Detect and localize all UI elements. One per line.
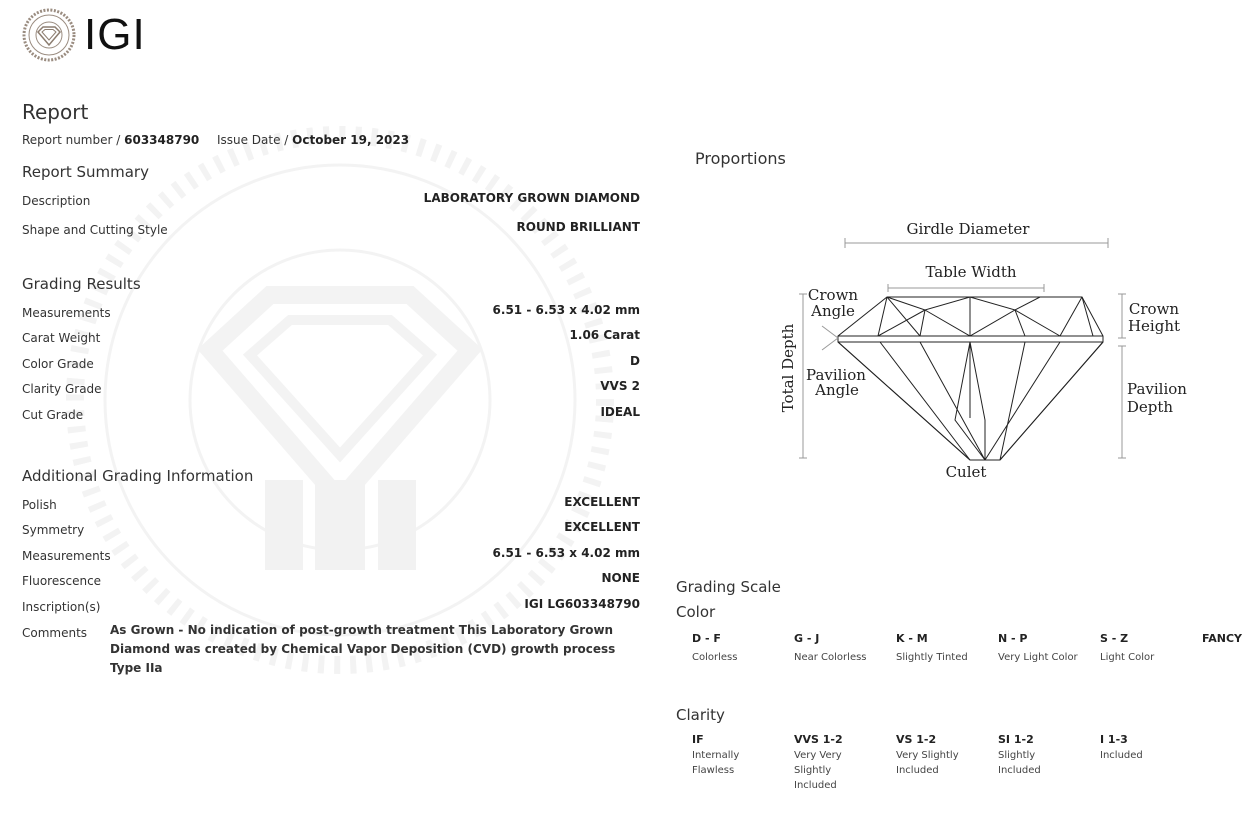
row-label: Clarity Grade bbox=[22, 382, 102, 396]
clarity-scale-item: I 1-3 Included bbox=[1100, 733, 1143, 761]
clarity-scale-item: VVS 1-2 Very Very Slightly Included bbox=[794, 733, 843, 791]
row-label: Measurements bbox=[22, 306, 111, 320]
label-crown-height: Height bbox=[1127, 317, 1181, 335]
issue-date: October 19, 2023 bbox=[292, 133, 410, 147]
issue-date-label: Issue Date / bbox=[216, 133, 289, 147]
row-value: EXCELLENT bbox=[564, 520, 640, 534]
color-scale-item: N - P Very Light Color bbox=[998, 632, 1078, 663]
report-title: Report bbox=[22, 100, 89, 124]
color-scale-item: S - Z Light Color bbox=[1100, 632, 1155, 663]
section-title-additional: Additional Grading Information bbox=[22, 467, 254, 485]
row-value: ROUND BRILLIANT bbox=[516, 220, 640, 234]
label-pavilion-angle: Angle bbox=[815, 381, 859, 399]
label-table-width: Table Width bbox=[925, 263, 1017, 281]
row-label: Symmetry bbox=[22, 523, 85, 537]
clarity-scale-item: IF Internally Flawless bbox=[692, 733, 740, 776]
row-label: Polish bbox=[22, 498, 57, 512]
scale-title-color: Color bbox=[676, 603, 716, 621]
row-value: 6.51 - 6.53 x 4.02 mm bbox=[492, 546, 640, 560]
row-value: EXCELLENT bbox=[564, 495, 640, 509]
label-pavilion-angle: Pavilion bbox=[806, 366, 866, 384]
comments-label: Comments bbox=[22, 626, 88, 640]
row-label: Measurements bbox=[22, 549, 111, 563]
label-culet: Culet bbox=[945, 463, 987, 481]
color-scale-item: FANCY bbox=[1202, 632, 1243, 645]
clarity-scale-item: VS 1-2 Very Slightly Included bbox=[896, 733, 959, 776]
scale-title-clarity: Clarity bbox=[676, 706, 725, 724]
row-label: Carat Weight bbox=[22, 331, 101, 345]
row-value: D bbox=[630, 354, 640, 368]
row-label: Shape and Cutting Style bbox=[22, 223, 168, 237]
color-scale-item: K - M Slightly Tinted bbox=[896, 632, 968, 663]
row-value: NONE bbox=[601, 571, 640, 585]
igi-wordmark: IGI bbox=[84, 10, 146, 59]
row-label: Fluorescence bbox=[22, 574, 102, 588]
proportions-diagram bbox=[770, 210, 1200, 490]
row-value: 1.06 Carat bbox=[569, 328, 640, 342]
row-label: Color Grade bbox=[22, 357, 94, 371]
label-pavilion-depth: Pavilion bbox=[1127, 380, 1187, 398]
row-value: IGI LG603348790 bbox=[524, 597, 640, 611]
comments-text: As Grown - No indication of post-growth treatment This Laboratory Grown Diamond was created by Chemical Vapor Deposition (CVD) growth process Type IIa bbox=[110, 623, 616, 675]
report-meta bbox=[22, 133, 409, 147]
row-value: VVS 2 bbox=[600, 379, 640, 393]
igi-seal-icon bbox=[22, 8, 76, 62]
report-number: 603348790 bbox=[124, 133, 200, 147]
section-title-proportions: Proportions bbox=[695, 149, 786, 168]
row-value: LABORATORY GROWN DIAMOND bbox=[423, 191, 640, 205]
color-scale-item: D - F Colorless bbox=[692, 632, 738, 663]
row-value: IDEAL bbox=[600, 405, 640, 419]
label-crown-angle: Crown bbox=[807, 286, 859, 304]
clarity-scale-item: SI 1-2 Slightly Included bbox=[998, 733, 1041, 776]
color-scale-item: G - J Near Colorless bbox=[794, 632, 867, 663]
row-value: 6.51 - 6.53 x 4.02 mm bbox=[492, 303, 640, 317]
section-title-summary: Report Summary bbox=[22, 163, 149, 181]
igi-logo bbox=[22, 8, 146, 62]
row-label: Description bbox=[22, 194, 91, 208]
label-crown-height: Crown bbox=[1128, 300, 1180, 318]
section-title-grading: Grading Results bbox=[22, 275, 141, 293]
section-title-grading-scale: Grading Scale bbox=[676, 578, 781, 596]
row-label: Inscription(s) bbox=[22, 600, 101, 614]
row-label: Cut Grade bbox=[22, 408, 84, 422]
label-girdle-diameter: Girdle Diameter bbox=[906, 220, 1030, 238]
label-pavilion-depth: Depth bbox=[1126, 398, 1174, 416]
label-total-depth: Total Depth bbox=[779, 323, 797, 413]
label-crown-angle: Angle bbox=[811, 302, 855, 320]
report-number-label: Report number / bbox=[22, 133, 121, 147]
